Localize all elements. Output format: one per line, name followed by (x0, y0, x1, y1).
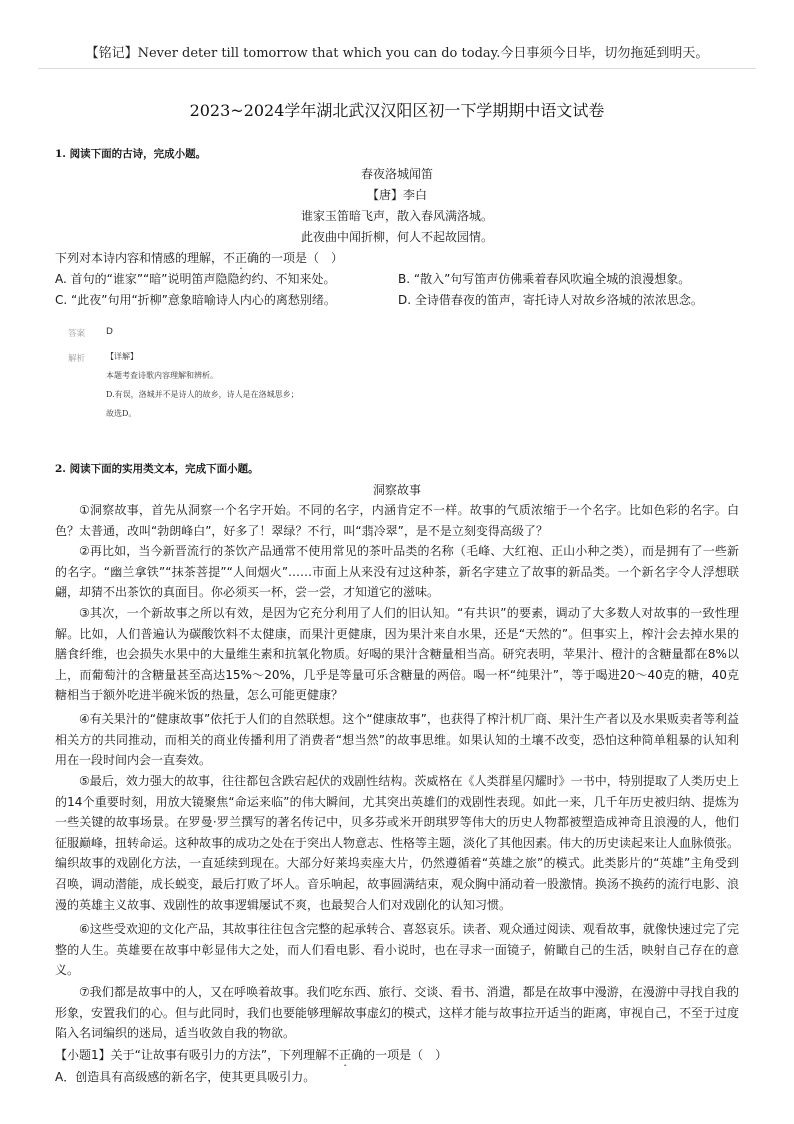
answer-label: 答案 (68, 329, 86, 339)
option-b: B. “散入”句写笛声仿佛乘着春风吹遍全城的浪漫想象。 (398, 272, 691, 286)
stem-emphasis: 不正确 (223, 251, 260, 265)
stem-text: 的一项是（ ） (259, 251, 344, 265)
paragraph-1: ①洞察故事，首先从洞察一个名字开始。不同的名字，内涵肯定不一样。故事的气质浓缩于一个名字。比如色彩的名字。白色？太普通，改叫“勃朗峰白”，好多了！翠绿？不行，叫“翡冷翠”，是不是立刻变得高级了？ (55, 503, 739, 538)
option-c: C. “此夜”句用“折柳”意象暗喻诗人内心的离愁别绪。 (55, 293, 336, 307)
paragraph-3: ③其次，一个新故事之所以有效，是因为它充分利用了人们的旧认知。“有共识”的要素，调动了大多数人对故事的一致性理解。比如，人们普遍认为碳酸饮料不太健康，而果汁更健康，因为果汁来自水果，还是“天然的”。但事实上，榨汁会去掉水果的膳食纤维，也会损失水果中的大量维生素和抗氧化物质。好喝的果汁含糖量相当高。研究表明，苹果汁、橙汁的含糖量都在8%以上，而葡萄汁的含糖量甚至高达15%～20%，几乎是等量可乐含糖量的两倍。喝一杯“纯果汁”，等于喝进20～40克的糖，40克糖相当于额外吃进半碗米饭的热量，怎么可能更健康？ (55, 606, 739, 703)
explain-line: 故选D。 (106, 409, 137, 418)
stem-text: 下列对本诗内容和情感的理解， (55, 251, 224, 265)
option-d: D. 全诗借春夜的笛声，寄托诗人对故乡洛城的浓浓思念。 (398, 293, 703, 307)
paragraph-5: ⑤最后，效力强大的故事，往往都包含跌宕起伏的戏剧性结构。茨威格在《人类群星闪耀时》一书中，特别提取了人类历史上的14个重要时刻，用放大镜聚焦“命运来临”的伟大瞬间，尤其突出英雄们的戏剧性表现。如此一来，几千年历史被归纳、提炼为一些关键的故事场景。在罗曼·罗兰撰写的著名传记中，贝多芬或米开朗琪罗等伟大的历史人物都被塑造成神奇且浪漫的人，他们征服巅峰，扭转命运。这种故事的成功之处在于突出人物意志、性格等主题，淡化了其他因素。伟大的历史读起来让人血脉偾张。编织故事的戏剧化方法，一直延续到现在。大部分好莱坞卖座大片，仍然遵循着“英雄之旅”的模式。此类影片的“英雄”主角受到召唤，调动潜能，成长蜕变，最后打败了坏人。音乐响起，故事圆满结束，观众胸中涌动着一股激情。换汤不换药的流行电影、浪漫的英雄主义故事、戏剧性的故事逻辑屡试不爽，也最契合人们对戏剧化的认知习惯。 (55, 774, 740, 912)
paragraph-4: ④有关果汁的“健康故事”依托于人们的自然联想。这个“健康故事”，也获得了榨汁机厂商、果汁生产者以及水果贩卖者等利益相关方的共同推动，而相关的商业传播利用了消费者“想当然”的故事思维。如果认知的土壤不改变，恐怕这种简单粗暴的认知利用在一段时间内会一直奏效。 (55, 712, 739, 768)
poem-author: 【唐】李白 (366, 188, 427, 202)
page-title: 2023~2024学年湖北武汉汉阳区初一下学期期中语文试卷 (189, 101, 605, 120)
question-1-heading: 1. 阅读下面的古诗，完成小题。 (55, 148, 207, 160)
sub-option-a: A．创造具有高级感的新名字，使其更具吸引力。 (55, 1070, 316, 1084)
question-stem (55, 249, 343, 266)
answer-value: D (106, 327, 113, 337)
poem-title: 春夜洛城闻笛 (360, 167, 433, 181)
paragraph-6: ⑥这些受欢迎的文化产品，其故事往往包含完整的起承转合、喜怒哀乐。读者、观众通过阅读、观看故事，就像快速过完了完整的人生。英雄要在故事中彰显伟大之处，而人们看电影、看小说时，也在寻求一面镜子，俯瞰自己的生活，映射自己存在的意义。 (55, 922, 739, 978)
option-a: A. 首句的“谁家”“暗”说明笛声隐隐约约、不知来处。 (55, 272, 336, 286)
paragraph-2: ②再比如，当今新晋流行的茶饮产品通常不使用常见的茶叶品类的名称（毛峰、大红袍、正山小种之类），而是拥有了一些新的名字。“幽兰拿铁”“抹茶菩提”“人间烟火”……市面上从来没有过这种茶，新名字建立了故事的新品类。一个新名字令人浮想联翩，却猜不出茶饮的真面目。你必须买一杯，尝一尝，才知道它的滋味。 (55, 544, 739, 600)
header-divider (38, 68, 756, 69)
explain-label: 解析 (68, 354, 86, 364)
explain-line: D.有误，洛城并不是诗人的故乡，诗人是在洛城思乡； (106, 390, 299, 399)
poem-line: 谁家玉笛暗飞声，散入春风满洛城。 (300, 209, 493, 223)
paragraph-7: ⑦我们都是故事中的人，又在呼唤着故事。我们吃东西、旅行、交谈、看书、消遣，都是在故事中漫游，在漫游中寻找自我的形象，安置我们的心。但与此同时，我们也要能够理解故事虚幻的模式，这样才能与故事拉开适当的距离，审视自己，不至于过度陷入名词编织的迷局，适当收敛自我的物欲。 (55, 985, 740, 1041)
poem-line: 此夜曲中闻折柳，何人不起故园情。 (300, 230, 493, 244)
explain-line: 本题考查诗歌内容理解和辨析。 (106, 371, 218, 380)
motto: 【铭记】Never deter till tomorrow that which you can do today.今日事须今日毕，切勿拖延到明天。 (85, 46, 709, 61)
sub-question-text: 的一项是（ ） (363, 1048, 448, 1062)
sub-question-emphasis: 不正确 (327, 1048, 364, 1062)
sub-question-1 (55, 1046, 447, 1063)
sub-question-text: 【小题1】关于“让故事有吸引力的方法”，下列理解 (55, 1048, 328, 1062)
article-title: 洞察故事 (372, 483, 421, 497)
question-2-heading: 2. 阅读下面的实用类文本，完成下面小题。 (55, 463, 259, 475)
explain-line: 【详解】 (106, 352, 138, 361)
